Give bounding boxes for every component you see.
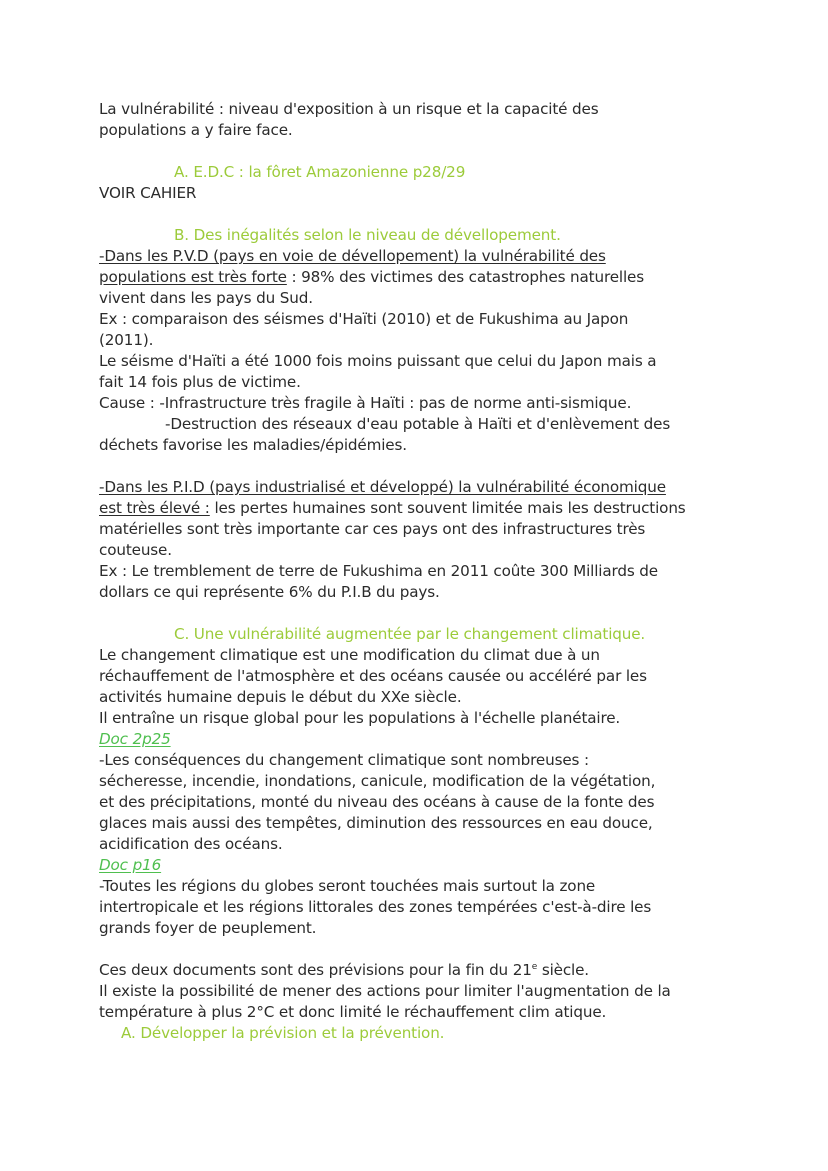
paragraph-line xyxy=(99,855,739,876)
underlined-text: est très élevé : xyxy=(99,499,210,517)
paragraph-line: fait 14 fois plus de victime. xyxy=(99,373,301,391)
section-a2-heading: A. Développer la prévision et la prévention. xyxy=(121,1024,445,1042)
section-a-note: VOIR CAHIER xyxy=(99,184,197,202)
section-b-heading: B. Des inégalités selon le niveau de dévellopement. xyxy=(174,226,561,244)
text: les pertes humaines sont souvent limitée mais les destructions xyxy=(209,499,686,517)
paragraph-line: déchets favorise les maladies/épidémies. xyxy=(99,436,407,454)
spacer xyxy=(99,204,739,225)
intro-line: populations a y faire face. xyxy=(99,121,293,139)
paragraph-line: Il entraîne un risque global pour les populations à l'échelle planétaire. xyxy=(99,709,621,727)
document-body xyxy=(99,99,739,1044)
spacer xyxy=(99,141,739,162)
superscript: e xyxy=(531,962,538,972)
paragraph-line: réchauffement de l'atmosphère et des océans causée ou accéléré par les xyxy=(99,667,647,685)
spacer xyxy=(99,456,739,477)
paragraph-line: Cause : -Infrastructure très fragile à Haïti : pas de norme anti-sismique. xyxy=(99,394,632,412)
text: siècle. xyxy=(537,961,589,979)
paragraph-line: grands foyer de peuplement. xyxy=(99,919,317,937)
paragraph-line xyxy=(99,477,739,498)
spacer xyxy=(99,603,739,624)
paragraph-line: glaces mais aussi des tempêtes, diminution des ressources en eau douce, xyxy=(99,814,653,832)
doc-reference-link[interactable]: Doc 2p25 xyxy=(99,730,171,748)
paragraph-line: et des précipitations, monté du niveau des océans à cause de la fonte des xyxy=(99,793,655,811)
paragraph-line: matérielles sont très importante car ces pays ont des infrastructures très xyxy=(99,520,646,538)
section-c-heading: C. Une vulnérabilité augmentée par le changement climatique. xyxy=(174,625,646,643)
spacer xyxy=(99,939,739,960)
paragraph-line: Ex : Le tremblement de terre de Fukushima en 2011 coûte 300 Milliards de xyxy=(99,562,658,580)
section-a-heading: A. E.D.C : la fôret Amazonienne p28/29 xyxy=(174,163,466,181)
paragraph-line: Il existe la possibilité de mener des actions pour limiter l'augmentation de la xyxy=(99,982,671,1000)
paragraph-line: (2011). xyxy=(99,331,154,349)
paragraph-line: température à plus 2°C et donc limité le réchauffement clim atique. xyxy=(99,1003,607,1021)
doc-reference-link[interactable]: Doc p16 xyxy=(99,856,162,874)
paragraph-line: -Toutes les régions du globes seront touchées mais surtout la zone xyxy=(99,877,596,895)
paragraph-line: -Destruction des réseaux d'eau potable à Haïti et d'enlèvement des xyxy=(165,415,671,433)
paragraph-line xyxy=(99,498,739,519)
underlined-text: -Dans les P.I.D (pays industrialisé et développé) la vulnérabilité économique xyxy=(99,478,666,496)
paragraph-line: vivent dans les pays du Sud. xyxy=(99,289,313,307)
paragraph-line xyxy=(99,246,739,267)
paragraph-line: dollars ce qui représente 6% du P.I.B du pays. xyxy=(99,583,440,601)
underlined-text: -Dans les P.V.D (pays en voie de dévellopement) la vulnérabilité des xyxy=(99,247,606,265)
paragraph-line: intertropicale et les régions littorales des zones tempérées c'est-à-dire les xyxy=(99,898,652,916)
paragraph-line xyxy=(99,729,739,750)
text: Ces deux documents sont des prévisions pour la fin du 21 xyxy=(99,961,532,979)
paragraph-line xyxy=(99,960,739,981)
paragraph-line: Le séisme d'Haïti a été 1000 fois moins puissant que celui du Japon mais a xyxy=(99,352,657,370)
paragraph-line: Ex : comparaison des séismes d'Haïti (2010) et de Fukushima au Japon xyxy=(99,310,629,328)
paragraph-line: couteuse. xyxy=(99,541,172,559)
paragraph-line xyxy=(99,267,739,288)
text: : 98% des victimes des catastrophes naturelles xyxy=(286,268,644,286)
underlined-text: populations est très forte xyxy=(99,268,287,286)
intro-line: La vulnérabilité : niveau d'exposition à un risque et la capacité des xyxy=(99,100,599,118)
paragraph-line: acidification des océans. xyxy=(99,835,283,853)
paragraph-line: sécheresse, incendie, inondations, canicule, modification de la végétation, xyxy=(99,772,656,790)
paragraph-line: Le changement climatique est une modification du climat due à un xyxy=(99,646,600,664)
paragraph-line: -Les conséquences du changement climatique sont nombreuses : xyxy=(99,751,589,769)
paragraph-line: activités humaine depuis le début du XXe siècle. xyxy=(99,688,462,706)
